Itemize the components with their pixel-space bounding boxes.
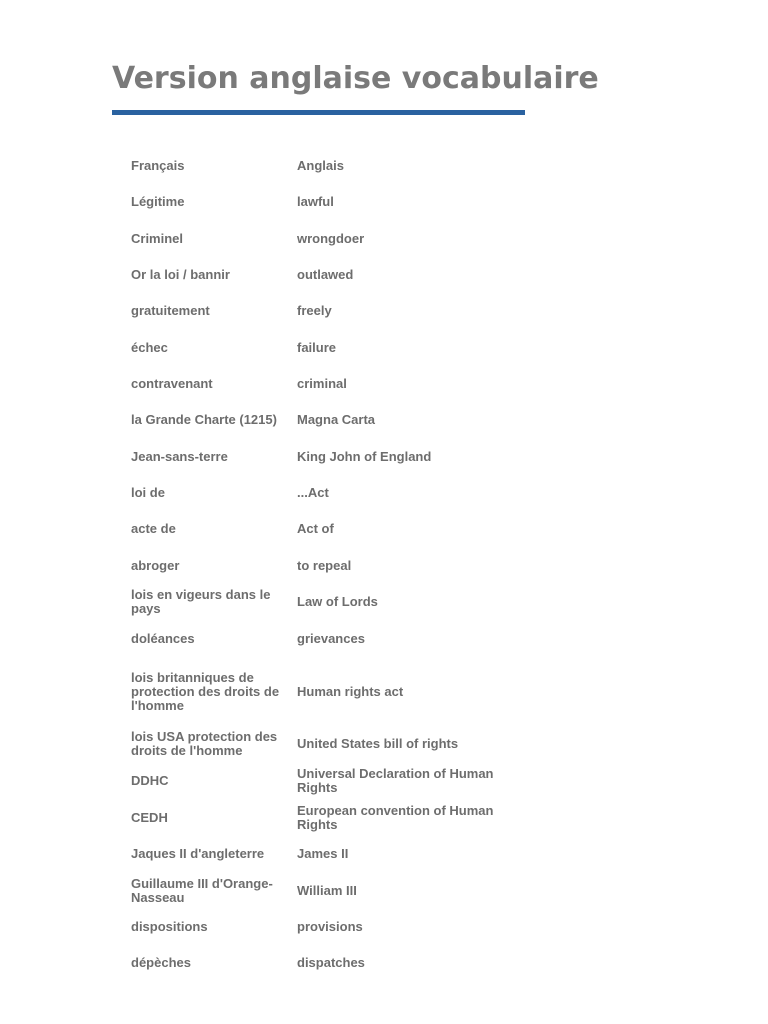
table-row xyxy=(131,438,511,475)
english-term: to repeal xyxy=(297,557,352,573)
header-english: Anglais xyxy=(297,158,344,173)
table-row xyxy=(131,366,511,402)
english-term: ...Act xyxy=(297,485,329,500)
english-term: Human rights act xyxy=(297,683,404,699)
english-term: King John of England xyxy=(297,448,432,464)
french-term: Guillaume III d'Orange-Nasseau xyxy=(131,875,273,905)
french-term: Or la loi / bannir xyxy=(131,267,230,282)
table-row xyxy=(131,329,511,366)
french-term: dispositions xyxy=(131,919,208,934)
english-term: European convention of Human Rights xyxy=(297,802,494,832)
french-term: Jean-sans-terre xyxy=(131,448,228,464)
title-underline xyxy=(112,110,525,115)
table-row xyxy=(131,402,511,438)
english-term: outlawed xyxy=(297,267,354,282)
table-row xyxy=(131,945,511,981)
french-term: loi de xyxy=(131,485,165,500)
vocabulary-table xyxy=(131,148,511,981)
english-term: United States bill of rights xyxy=(297,736,459,751)
english-term: Law of Lords xyxy=(297,594,378,609)
french-term: CEDH xyxy=(131,809,168,825)
table-row xyxy=(131,584,511,620)
french-term: acte de xyxy=(131,521,176,536)
table-row xyxy=(131,726,511,762)
table-row xyxy=(131,657,511,726)
table-row xyxy=(131,220,511,257)
header-french: Français xyxy=(131,158,185,173)
english-term: lawful xyxy=(297,194,334,209)
table-row xyxy=(131,475,511,511)
english-term: freely xyxy=(297,303,332,318)
english-term: provisions xyxy=(297,919,363,934)
english-term: Universal Declaration of Human Rights xyxy=(297,765,494,795)
table-row xyxy=(131,799,511,836)
table-row xyxy=(131,257,511,293)
table-row xyxy=(131,293,511,329)
english-term: failure xyxy=(297,339,337,355)
french-term: contravenant xyxy=(131,376,213,391)
english-term: Act of xyxy=(297,521,334,536)
french-term: dépèches xyxy=(131,955,191,970)
table-row xyxy=(131,620,511,657)
table-row xyxy=(131,836,511,872)
french-term: gratuitement xyxy=(131,303,210,318)
english-term: William III xyxy=(297,882,357,898)
english-term: criminal xyxy=(297,376,347,391)
french-term: DDHC xyxy=(131,772,169,788)
table-row xyxy=(131,184,511,220)
french-term: Jaques II d'angleterre xyxy=(131,846,265,861)
french-term: abroger xyxy=(131,557,180,573)
french-term: lois en vigeurs dans le pays xyxy=(131,587,271,616)
table-row xyxy=(131,909,511,945)
table-header-row xyxy=(131,148,511,184)
table-row xyxy=(131,511,511,547)
english-term: wrongdoer xyxy=(297,230,365,246)
french-term: lois USA protection des droits de l'homme xyxy=(131,729,278,758)
table-row xyxy=(131,872,511,909)
table-row xyxy=(131,762,511,799)
french-term: échec xyxy=(131,339,168,355)
french-term: lois britanniques de protection des droits de l'homme xyxy=(131,669,280,713)
english-term: Magna Carta xyxy=(297,412,376,427)
french-term: la Grande Charte (1215) xyxy=(131,412,277,427)
english-term: James II xyxy=(297,846,349,861)
french-term: Criminel xyxy=(131,230,184,246)
french-term: doléances xyxy=(131,630,195,646)
english-term: grievances xyxy=(297,630,365,646)
french-term: Légitime xyxy=(131,194,185,209)
english-term: dispatches xyxy=(297,955,365,970)
page-title: Version anglaise vocabulaire xyxy=(112,61,599,96)
table-row xyxy=(131,547,511,584)
